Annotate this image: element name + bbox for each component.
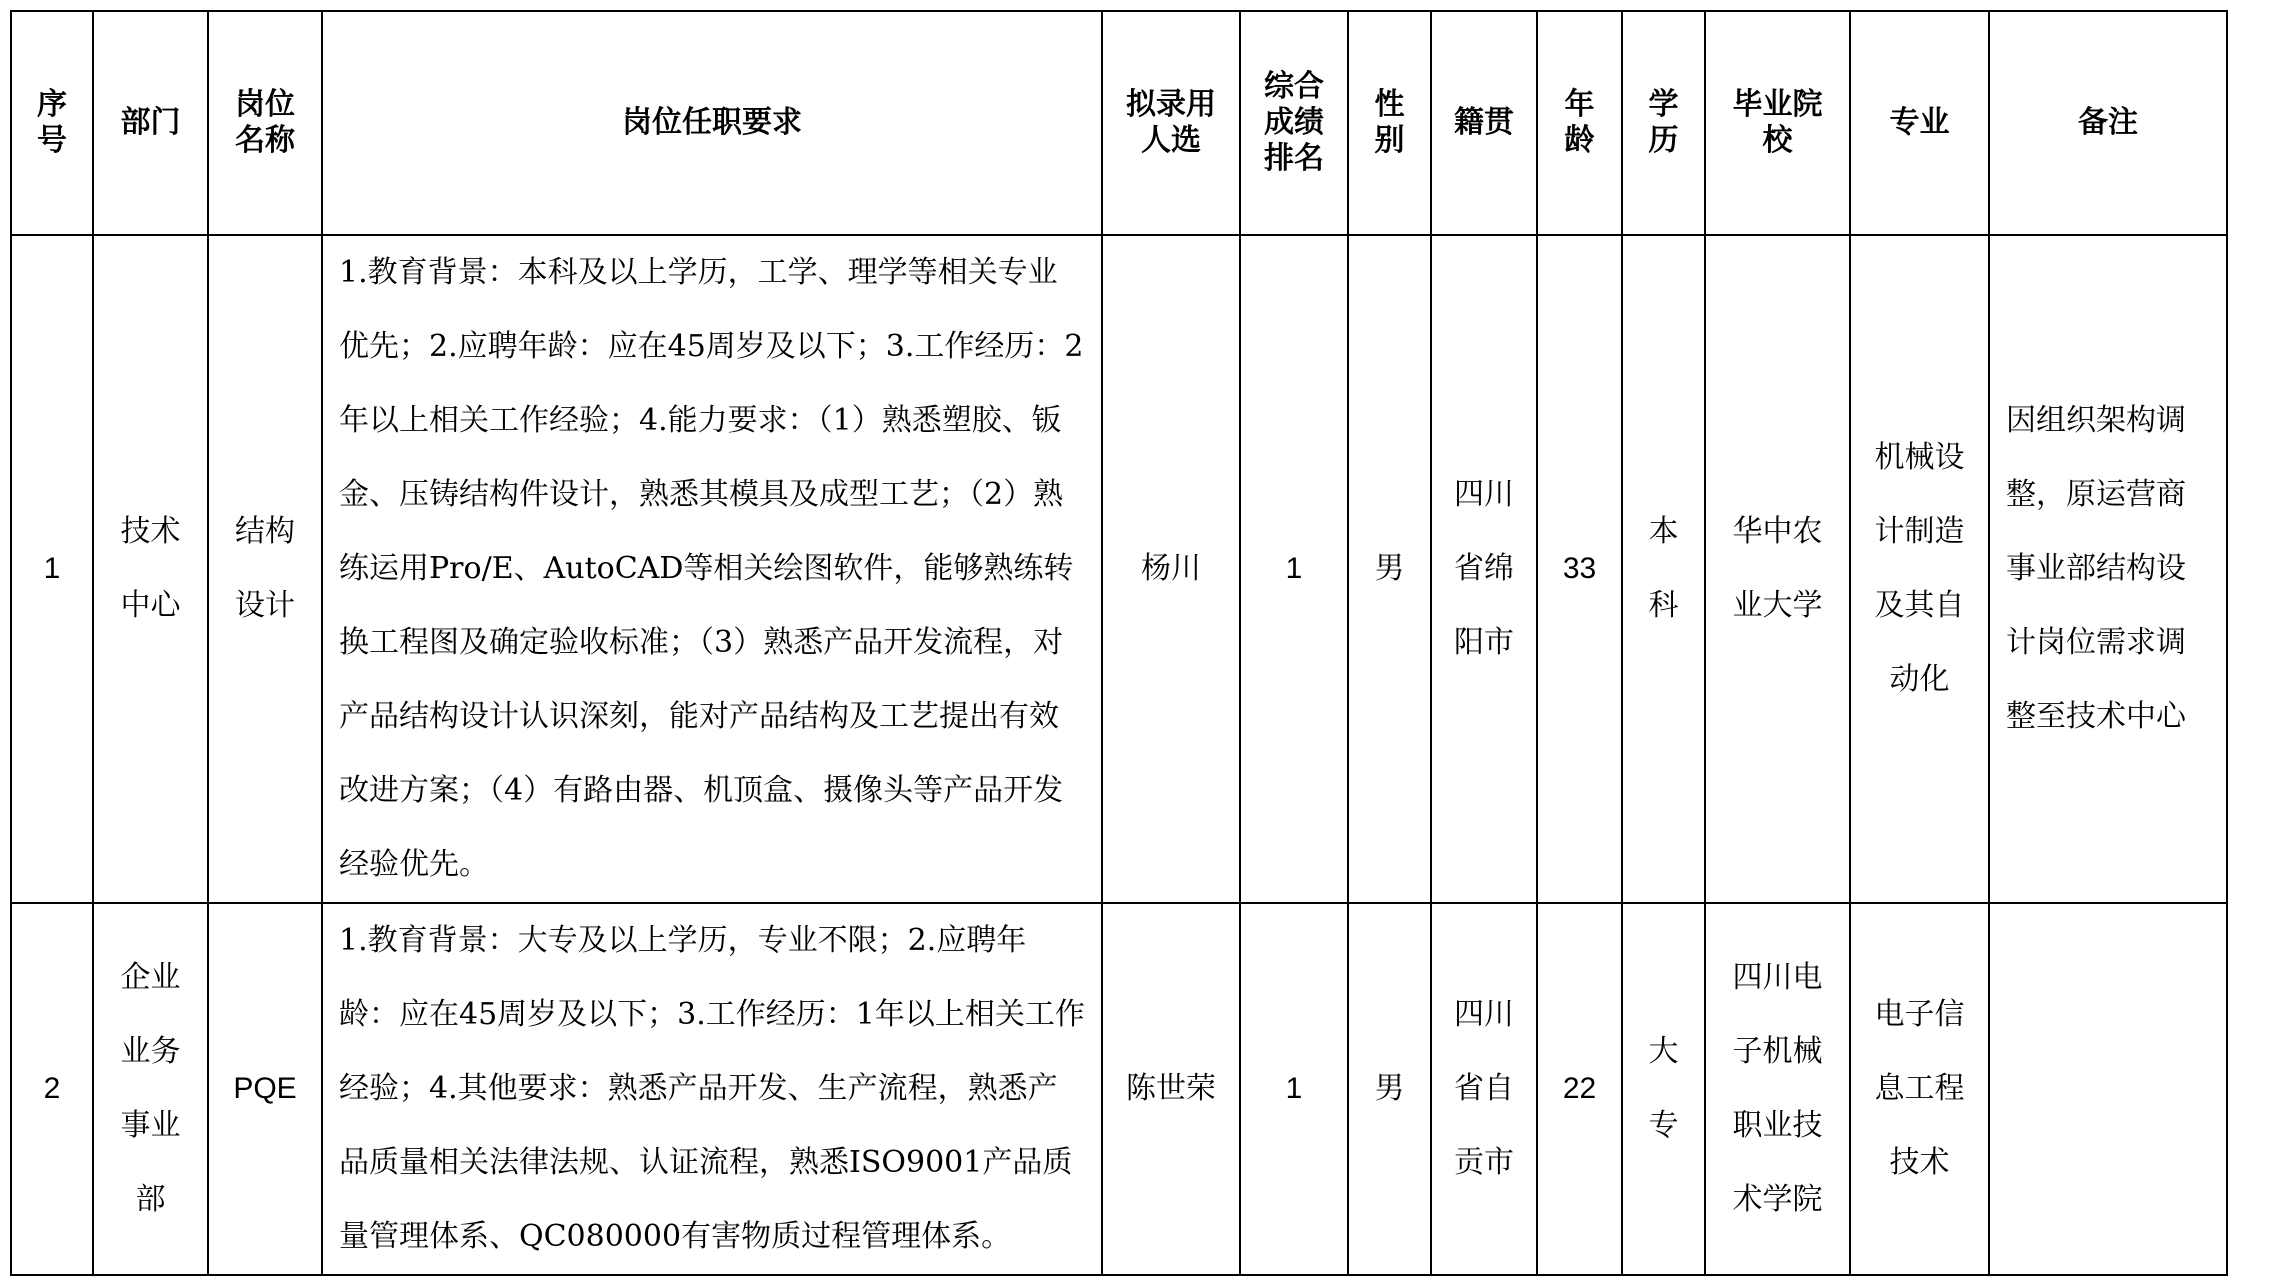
cell-seq: 1 (11, 235, 93, 903)
cell-origin: 四川省自贡市 (1431, 903, 1537, 1275)
cell-rank: 1 (1240, 235, 1348, 903)
recruitment-table (10, 10, 2228, 1276)
header-origin: 籍贯 (1431, 11, 1537, 235)
cell-candidate: 陈世荣 (1102, 903, 1240, 1275)
table-body (11, 235, 2227, 1275)
cell-major: 电子信息工程技术 (1850, 903, 1989, 1275)
cell-remark (1989, 903, 2227, 1275)
header-rank: 综合成绩排名 (1240, 11, 1348, 235)
table-row (11, 235, 2227, 903)
cell-requirements: 1.教育背景：大专及以上学历，专业不限；2.应聘年龄：应在45周岁及以下；3.工作经历：1年以上相关工作经验；4.其他要求：熟悉产品开发、生产流程，熟悉产品质量相关法律法规、认证流程，熟悉ISO9001产品质量管理体系、QC080000有害物质过程管理体系。 (322, 903, 1102, 1275)
header-dept: 部门 (93, 11, 208, 235)
header-requirements: 岗位任职要求 (322, 11, 1102, 235)
cell-education: 大专 (1622, 903, 1705, 1275)
cell-candidate: 杨川 (1102, 235, 1240, 903)
header-school: 毕业院校 (1705, 11, 1850, 235)
cell-remark: 因组织架构调整，原运营商事业部结构设计岗位需求调整至技术中心 (1989, 235, 2227, 903)
cell-requirements: 1.教育背景：本科及以上学历，工学、理学等相关专业优先；2.应聘年龄：应在45周岁及以下；3.工作经历：2年以上相关工作经验；4.能力要求：（1）熟悉塑胶、钣金、压铸结构件设计，熟悉其模具及成型工艺；（2）熟练运用Pro/E、AutoCAD等相关绘图软件，能够熟练转换工程图及确定验收标准；（3）熟悉产品开发流程，对产品结构设计认识深刻，能对产品结构及工艺提出有效改进方案；（4）有路由器、机顶盒、摄像头等产品开发经验优先。 (322, 235, 1102, 903)
cell-rank: 1 (1240, 903, 1348, 1275)
cell-age: 33 (1537, 235, 1622, 903)
cell-gender: 男 (1348, 903, 1431, 1275)
recruitment-table-wrap (10, 10, 2228, 1276)
cell-post: 结构设计 (208, 235, 322, 903)
header-remark: 备注 (1989, 11, 2227, 235)
cell-gender: 男 (1348, 235, 1431, 903)
cell-age: 22 (1537, 903, 1622, 1275)
cell-major: 机械设计制造及其自动化 (1850, 235, 1989, 903)
table-header (11, 11, 2227, 235)
header-candidate: 拟录用人选 (1102, 11, 1240, 235)
cell-school: 华中农业大学 (1705, 235, 1850, 903)
header-row (11, 11, 2227, 235)
header-major: 专业 (1850, 11, 1989, 235)
header-post: 岗位名称 (208, 11, 322, 235)
cell-dept: 企业业务事业部 (93, 903, 208, 1275)
cell-education: 本科 (1622, 235, 1705, 903)
header-gender: 性别 (1348, 11, 1431, 235)
header-seq: 序号 (11, 11, 93, 235)
cell-post: PQE (208, 903, 322, 1275)
header-education: 学历 (1622, 11, 1705, 235)
cell-origin: 四川省绵阳市 (1431, 235, 1537, 903)
header-age: 年龄 (1537, 11, 1622, 235)
table-row (11, 903, 2227, 1275)
cell-dept: 技术中心 (93, 235, 208, 903)
cell-seq: 2 (11, 903, 93, 1275)
cell-school: 四川电子机械职业技术学院 (1705, 903, 1850, 1275)
